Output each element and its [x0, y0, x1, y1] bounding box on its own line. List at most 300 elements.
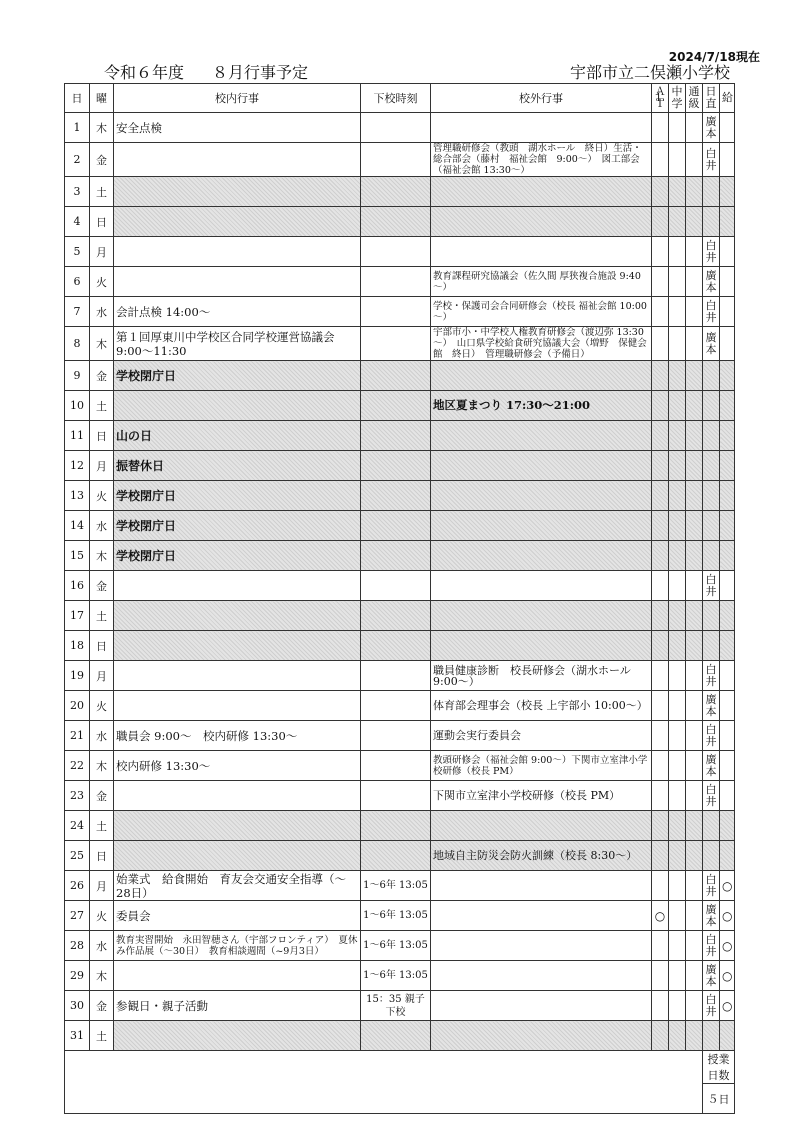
cell-junior-high	[669, 113, 686, 143]
cell-junior-high	[669, 143, 686, 177]
cell-dismissal	[361, 571, 431, 601]
cell-internal-event	[114, 571, 361, 601]
cell-internal-event: 学校閉庁日	[114, 361, 361, 391]
cell-weekday: 土	[90, 1021, 114, 1051]
cell-dismissal	[361, 811, 431, 841]
cell-weekday: 水	[90, 721, 114, 751]
cell-dismissal: 15：35 親子下校	[361, 991, 431, 1021]
cell-duty	[703, 391, 720, 421]
cell-tsukyu	[686, 297, 703, 327]
footer-blank	[65, 1051, 703, 1114]
cell-weekday: 月	[90, 451, 114, 481]
cell-external-event	[431, 237, 652, 267]
cell-internal-event: 学校閉庁日	[114, 481, 361, 511]
cell-internal-event	[114, 267, 361, 297]
cell-duty: 廣本	[703, 327, 720, 361]
cell-internal-event: 教育実習開始 永田智穂さん（宇部フロンティア） 夏休み作品展（～30日） 教育相談週間（~9月3日）	[114, 931, 361, 961]
table-row	[65, 237, 735, 267]
cell-external-event	[431, 571, 652, 601]
cell-weekday: 水	[90, 931, 114, 961]
cell-dismissal	[361, 661, 431, 691]
cell-external-event	[431, 811, 652, 841]
cell-weekday: 木	[90, 541, 114, 571]
cell-day: 14	[65, 511, 90, 541]
cell-internal-event: 振替休日	[114, 451, 361, 481]
cell-day: 5	[65, 237, 90, 267]
cell-weekday: 月	[90, 237, 114, 267]
cell-duty: 白井	[703, 931, 720, 961]
cell-duty	[703, 601, 720, 631]
table-row	[65, 961, 735, 991]
cell-internal-event	[114, 961, 361, 991]
cell-tsukyu	[686, 481, 703, 511]
cell-lunch	[720, 207, 735, 237]
cell-dismissal	[361, 267, 431, 297]
table-row	[65, 297, 735, 327]
cell-weekday: 土	[90, 391, 114, 421]
cell-day: 25	[65, 841, 90, 871]
cell-weekday: 金	[90, 361, 114, 391]
cell-day: 1	[65, 113, 90, 143]
cell-weekday: 土	[90, 811, 114, 841]
cell-duty	[703, 421, 720, 451]
cell-external-event: 教育課程研究協議会（佐久間 厚狭複合施設 9:40～）	[431, 267, 652, 297]
school-days-value: ５日	[703, 1084, 735, 1114]
cell-day: 9	[65, 361, 90, 391]
cell-alt: ○	[652, 901, 669, 931]
cell-internal-event	[114, 177, 361, 207]
cell-alt	[652, 143, 669, 177]
cell-duty	[703, 481, 720, 511]
cell-external-event: 宇部市小・中学校人権教育研修会（渡辺弥 13:30～） 山口県学校給食研究協議大会（増野 保健会館 終日） 管理職研修会（予備日）	[431, 327, 652, 361]
cell-tsukyu	[686, 721, 703, 751]
cell-alt	[652, 691, 669, 721]
cell-internal-event: 会計点検 14:00～	[114, 297, 361, 327]
cell-dismissal	[361, 1021, 431, 1051]
cell-alt	[652, 421, 669, 451]
cell-external-event: 管理職研修会（教頭 湖水ホール 終日）生活・総合部会（藤村 福祉会館 9:00～） 図工部会（福祉会館 13:30～）	[431, 143, 652, 177]
cell-duty: 廣本	[703, 751, 720, 781]
cell-junior-high	[669, 1021, 686, 1051]
cell-junior-high	[669, 781, 686, 811]
cell-lunch	[720, 113, 735, 143]
cell-tsukyu	[686, 451, 703, 481]
cell-junior-high	[669, 267, 686, 297]
cell-external-event: 地区夏まつり 17:30～21:00	[431, 391, 652, 421]
cell-external-event: 職員健康診断 校長研修会（湖水ホール 9:00～）	[431, 661, 652, 691]
col-tsukyu: 通級	[686, 84, 703, 113]
table-row	[65, 207, 735, 237]
cell-internal-event: 参観日・親子活動	[114, 991, 361, 1021]
cell-day: 28	[65, 931, 90, 961]
cell-lunch	[720, 177, 735, 207]
table-row	[65, 691, 735, 721]
cell-weekday: 火	[90, 267, 114, 297]
cell-duty: 廣本	[703, 113, 720, 143]
cell-internal-event	[114, 601, 361, 631]
cell-day: 11	[65, 421, 90, 451]
cell-tsukyu	[686, 601, 703, 631]
cell-weekday: 水	[90, 511, 114, 541]
cell-internal-event	[114, 691, 361, 721]
cell-external-event: 下関市立室津小学校研修（校長 PM）	[431, 781, 652, 811]
cell-tsukyu	[686, 841, 703, 871]
cell-dismissal: 1～6年 13:05	[361, 961, 431, 991]
cell-alt	[652, 177, 669, 207]
cell-day: 12	[65, 451, 90, 481]
table-row	[65, 871, 735, 901]
cell-dismissal	[361, 451, 431, 481]
as-of-date: 2024/7/18現在	[668, 50, 760, 64]
cell-dismissal	[361, 781, 431, 811]
cell-dismissal	[361, 691, 431, 721]
cell-external-event	[431, 601, 652, 631]
cell-day: 22	[65, 751, 90, 781]
cell-day: 30	[65, 991, 90, 1021]
schedule-table	[64, 83, 735, 1114]
cell-duty: 白井	[703, 143, 720, 177]
cell-duty: 廣本	[703, 691, 720, 721]
cell-day: 19	[65, 661, 90, 691]
cell-external-event	[431, 991, 652, 1021]
table-row	[65, 361, 735, 391]
cell-lunch	[720, 481, 735, 511]
cell-day: 16	[65, 571, 90, 601]
cell-internal-event: 学校閉庁日	[114, 511, 361, 541]
cell-duty: 白井	[703, 721, 720, 751]
cell-dismissal: 1～6年 13:05	[361, 871, 431, 901]
cell-dismissal	[361, 841, 431, 871]
col-weekday: 曜	[90, 84, 114, 113]
cell-day: 18	[65, 631, 90, 661]
table-row	[65, 541, 735, 571]
cell-junior-high	[669, 421, 686, 451]
cell-alt	[652, 871, 669, 901]
cell-weekday: 月	[90, 871, 114, 901]
cell-alt	[652, 1021, 669, 1051]
cell-junior-high	[669, 901, 686, 931]
cell-day: 6	[65, 267, 90, 297]
cell-junior-high	[669, 841, 686, 871]
cell-lunch: ○	[720, 871, 735, 901]
cell-duty: 白井	[703, 237, 720, 267]
cell-internal-event: 職員会 9:00～ 校内研修 13:30～	[114, 721, 361, 751]
cell-external-event	[431, 177, 652, 207]
cell-weekday: 土	[90, 177, 114, 207]
cell-junior-high	[669, 721, 686, 751]
cell-junior-high	[669, 327, 686, 361]
cell-junior-high	[669, 691, 686, 721]
cell-internal-event: 委員会	[114, 901, 361, 931]
cell-tsukyu	[686, 991, 703, 1021]
cell-dismissal	[361, 177, 431, 207]
cell-junior-high	[669, 931, 686, 961]
cell-day: 4	[65, 207, 90, 237]
cell-dismissal	[361, 421, 431, 451]
table-row	[65, 901, 735, 931]
cell-day: 20	[65, 691, 90, 721]
cell-alt	[652, 297, 669, 327]
cell-junior-high	[669, 871, 686, 901]
cell-alt	[652, 571, 669, 601]
cell-tsukyu	[686, 961, 703, 991]
cell-duty	[703, 541, 720, 571]
cell-alt	[652, 661, 669, 691]
cell-junior-high	[669, 237, 686, 267]
cell-weekday: 木	[90, 113, 114, 143]
cell-tsukyu	[686, 811, 703, 841]
table-row	[65, 931, 735, 961]
cell-alt	[652, 961, 669, 991]
fiscal-year: 令和６年度	[104, 63, 185, 82]
document-title	[104, 60, 336, 83]
cell-lunch	[720, 661, 735, 691]
cell-external-event	[431, 481, 652, 511]
footer-row-label	[65, 1051, 735, 1084]
cell-internal-event	[114, 661, 361, 691]
cell-alt	[652, 931, 669, 961]
table-row	[65, 391, 735, 421]
cell-external-event	[431, 541, 652, 571]
cell-tsukyu	[686, 391, 703, 421]
cell-dismissal	[361, 481, 431, 511]
cell-tsukyu	[686, 571, 703, 601]
cell-lunch	[720, 1021, 735, 1051]
cell-external-event	[431, 421, 652, 451]
table-row	[65, 113, 735, 143]
table-row	[65, 451, 735, 481]
cell-junior-high	[669, 541, 686, 571]
cell-tsukyu	[686, 931, 703, 961]
cell-lunch: ○	[720, 901, 735, 931]
cell-tsukyu	[686, 177, 703, 207]
cell-junior-high	[669, 391, 686, 421]
cell-alt	[652, 541, 669, 571]
cell-tsukyu	[686, 1021, 703, 1051]
cell-alt	[652, 267, 669, 297]
cell-weekday: 水	[90, 297, 114, 327]
cell-lunch	[720, 361, 735, 391]
cell-lunch	[720, 267, 735, 297]
cell-lunch	[720, 811, 735, 841]
cell-alt	[652, 207, 669, 237]
cell-weekday: 木	[90, 961, 114, 991]
cell-lunch	[720, 297, 735, 327]
cell-tsukyu	[686, 781, 703, 811]
cell-external-event: 教頭研修会（福祉会館 9:00～）下関市立室津小学校研修（校長 PM）	[431, 751, 652, 781]
col-alt: ＡＬＴ	[652, 84, 669, 113]
cell-alt	[652, 361, 669, 391]
cell-day: 2	[65, 143, 90, 177]
cell-day: 24	[65, 811, 90, 841]
cell-weekday: 木	[90, 751, 114, 781]
cell-dismissal	[361, 631, 431, 661]
cell-external-event	[431, 631, 652, 661]
cell-alt	[652, 841, 669, 871]
cell-dismissal	[361, 391, 431, 421]
cell-dismissal	[361, 511, 431, 541]
cell-external-event	[431, 361, 652, 391]
cell-dismissal	[361, 143, 431, 177]
cell-tsukyu	[686, 327, 703, 361]
cell-duty	[703, 631, 720, 661]
cell-dismissal	[361, 361, 431, 391]
cell-internal-event	[114, 781, 361, 811]
cell-tsukyu	[686, 901, 703, 931]
table-row	[65, 601, 735, 631]
school-name: 宇部市立二俣瀬小学校	[569, 63, 730, 82]
cell-junior-high	[669, 451, 686, 481]
cell-alt	[652, 237, 669, 267]
cell-lunch	[720, 143, 735, 177]
cell-internal-event	[114, 207, 361, 237]
cell-dismissal: 1～6年 13:05	[361, 901, 431, 931]
table-row	[65, 991, 735, 1021]
cell-internal-event	[114, 237, 361, 267]
cell-alt	[652, 451, 669, 481]
col-external: 校外行事	[431, 84, 652, 113]
cell-internal-event	[114, 391, 361, 421]
cell-day: 17	[65, 601, 90, 631]
cell-external-event	[431, 901, 652, 931]
cell-lunch: ○	[720, 961, 735, 991]
cell-day: 7	[65, 297, 90, 327]
cell-lunch	[720, 601, 735, 631]
cell-duty: 白井	[703, 297, 720, 327]
cell-duty	[703, 811, 720, 841]
cell-dismissal	[361, 721, 431, 751]
cell-lunch: ○	[720, 991, 735, 1021]
cell-dismissal	[361, 207, 431, 237]
cell-alt	[652, 751, 669, 781]
cell-alt	[652, 481, 669, 511]
cell-tsukyu	[686, 751, 703, 781]
cell-duty	[703, 177, 720, 207]
cell-internal-event: 安全点検	[114, 113, 361, 143]
cell-weekday: 日	[90, 841, 114, 871]
table-row	[65, 781, 735, 811]
cell-weekday: 金	[90, 571, 114, 601]
cell-alt	[652, 511, 669, 541]
table-row	[65, 421, 735, 451]
cell-junior-high	[669, 207, 686, 237]
cell-tsukyu	[686, 691, 703, 721]
cell-lunch	[720, 541, 735, 571]
cell-duty: 廣本	[703, 901, 720, 931]
month-title: ８月行事予定	[212, 63, 309, 82]
cell-internal-event: 校内研修 13:30～	[114, 751, 361, 781]
cell-duty	[703, 1021, 720, 1051]
cell-junior-high	[669, 661, 686, 691]
cell-lunch	[720, 571, 735, 601]
cell-internal-event: 山の日	[114, 421, 361, 451]
table-row	[65, 511, 735, 541]
cell-tsukyu	[686, 871, 703, 901]
cell-dismissal	[361, 237, 431, 267]
cell-external-event	[431, 113, 652, 143]
cell-external-event: 地域自主防災会防火訓練（校長 8:30～）	[431, 841, 652, 871]
cell-duty	[703, 361, 720, 391]
cell-lunch	[720, 631, 735, 661]
table-row	[65, 571, 735, 601]
cell-duty: 白井	[703, 661, 720, 691]
cell-day: 23	[65, 781, 90, 811]
cell-day: 26	[65, 871, 90, 901]
col-junior-high: 中学	[669, 84, 686, 113]
cell-internal-event	[114, 811, 361, 841]
cell-junior-high	[669, 751, 686, 781]
cell-day: 29	[65, 961, 90, 991]
cell-duty	[703, 451, 720, 481]
cell-day: 27	[65, 901, 90, 931]
cell-weekday: 火	[90, 901, 114, 931]
cell-alt	[652, 113, 669, 143]
cell-alt	[652, 991, 669, 1021]
cell-lunch	[720, 781, 735, 811]
table-row	[65, 631, 735, 661]
table-row	[65, 721, 735, 751]
cell-junior-high	[669, 961, 686, 991]
cell-external-event: 運動会実行委員会	[431, 721, 652, 751]
cell-weekday: 火	[90, 481, 114, 511]
cell-day: 8	[65, 327, 90, 361]
cell-internal-event: 始業式 給食開始 育友会交通安全指導（～28日）	[114, 871, 361, 901]
cell-lunch	[720, 451, 735, 481]
cell-day: 15	[65, 541, 90, 571]
cell-lunch	[720, 421, 735, 451]
header-row	[65, 84, 735, 113]
cell-internal-event	[114, 631, 361, 661]
cell-dismissal	[361, 601, 431, 631]
cell-dismissal	[361, 541, 431, 571]
cell-dismissal	[361, 297, 431, 327]
cell-junior-high	[669, 177, 686, 207]
cell-lunch	[720, 327, 735, 361]
table-row	[65, 661, 735, 691]
cell-external-event	[431, 961, 652, 991]
cell-dismissal	[361, 751, 431, 781]
table-row	[65, 267, 735, 297]
cell-day: 21	[65, 721, 90, 751]
cell-junior-high	[669, 481, 686, 511]
cell-alt	[652, 811, 669, 841]
cell-day: 31	[65, 1021, 90, 1051]
cell-duty	[703, 207, 720, 237]
cell-weekday: 火	[90, 691, 114, 721]
cell-weekday: 金	[90, 781, 114, 811]
cell-lunch	[720, 751, 735, 781]
cell-dismissal	[361, 113, 431, 143]
cell-day: 13	[65, 481, 90, 511]
cell-duty: 白井	[703, 781, 720, 811]
cell-tsukyu	[686, 237, 703, 267]
col-dismissal: 下校時刻	[361, 84, 431, 113]
cell-weekday: 金	[90, 991, 114, 1021]
cell-day: 10	[65, 391, 90, 421]
table-row	[65, 811, 735, 841]
cell-lunch	[720, 391, 735, 421]
cell-alt	[652, 631, 669, 661]
cell-weekday: 金	[90, 143, 114, 177]
cell-weekday: 月	[90, 661, 114, 691]
table-row	[65, 841, 735, 871]
cell-internal-event	[114, 1021, 361, 1051]
cell-external-event	[431, 207, 652, 237]
cell-junior-high	[669, 631, 686, 661]
cell-duty: 白井	[703, 571, 720, 601]
cell-weekday: 日	[90, 207, 114, 237]
cell-weekday: 日	[90, 421, 114, 451]
